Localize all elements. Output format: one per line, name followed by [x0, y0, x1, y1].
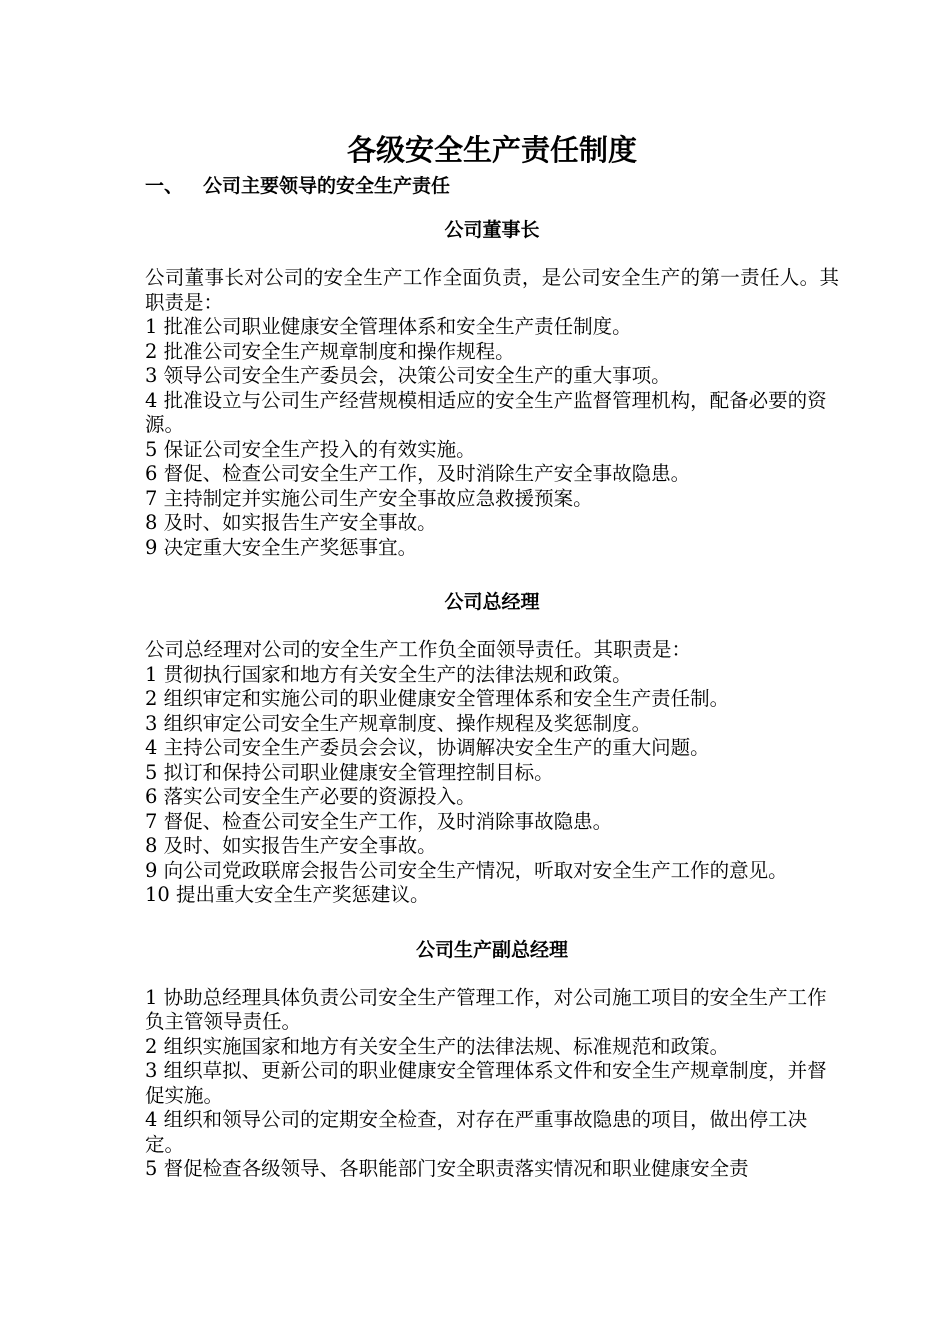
- duty-item: 3 领导公司安全生产委员会，决策公司安全生产的重大事项。: [145, 364, 671, 387]
- section-heading: [145, 172, 839, 200]
- section-number: 一、: [145, 175, 184, 197]
- duty-item: 8 及时、如实报告生产安全事故。: [145, 834, 437, 857]
- duty-item: 3 组织审定公司安全生产规章制度、操作规程及奖惩制度。: [145, 711, 652, 735]
- duty-item: 2 批准公司安全生产规章制度和操作规程。: [145, 339, 515, 363]
- role-block-chairman: [145, 216, 839, 560]
- section-title: 公司主要领导的安全生产责任: [203, 175, 451, 197]
- duty-item: 7 主持制定并实施公司生产安全事故应急救援预案。: [145, 486, 593, 510]
- duty-list-chairman: [145, 315, 839, 560]
- duty-item: 6 落实公司安全生产必要的资源投入。: [145, 785, 476, 808]
- role-heading-general-manager: 公司总经理: [444, 591, 540, 613]
- duty-list-deputy-gm: [145, 986, 839, 1182]
- duty-item: 6 督促、检查公司安全生产工作，及时消除生产安全事故隐患。: [145, 462, 691, 485]
- duty-item: 10 提出重大安全生产奖惩建议。: [145, 883, 430, 906]
- duty-item: 5 督促检查各级领导、各职能部门安全职责落实情况和职业健康安全责: [145, 1157, 749, 1180]
- duty-item: 8 及时、如实报告生产安全事故。: [145, 511, 437, 534]
- duty-item: 4 组织和领导公司的定期安全检查，对存在严重事故隐患的项目，做出停工决定。: [145, 1108, 808, 1156]
- role-heading-deputy-gm: 公司生产副总经理: [415, 938, 568, 961]
- duty-item: 2 组织实施国家和地方有关安全生产的法律法规、标准规范和政策。: [145, 1034, 730, 1058]
- duty-item: 1 协助总经理具体负责公司安全生产管理工作，对公司施工项目的安全生产工作负主管领导责任。: [145, 985, 827, 1033]
- document-page: [145, 130, 839, 1210]
- duty-item: 3 组织草拟、更新公司的职业健康安全管理体系文件和安全生产规章制度，并督促实施。: [145, 1059, 827, 1107]
- duty-item: 4 批准设立与公司生产经营规模相适应的安全生产监督管理机构，配备必要的资源。: [145, 388, 827, 436]
- role-block-deputy-gm: [145, 936, 839, 1182]
- duty-item: 5 保证公司安全生产投入的有效实施。: [145, 437, 476, 461]
- duty-item: 9 向公司党政联席会报告公司安全生产情况，听取对安全生产工作的意见。: [145, 858, 788, 882]
- duty-item: 9 决定重大安全生产奖惩事宜。: [145, 535, 418, 559]
- duty-item: 5 拟订和保持公司职业健康安全管理控制目标。: [145, 760, 554, 784]
- duty-item: 1 贯彻执行国家和地方有关安全生产的法律法规和政策。: [145, 662, 632, 686]
- role-intro-general-manager: 公司总经理对公司的安全生产工作负全面领导责任。其职责是：: [145, 638, 692, 661]
- role-heading-chairman: 公司董事长: [444, 219, 540, 241]
- role-block-general-manager: [145, 588, 839, 908]
- duty-item: 2 组织审定和实施公司的职业健康安全管理体系和安全生产责任制。: [145, 687, 730, 710]
- document-title: 各级安全生产责任制度: [346, 133, 637, 167]
- duty-list-general-manager: [145, 663, 839, 908]
- duty-item: 1 批准公司职业健康安全管理体系和安全生产责任制度。: [145, 315, 632, 338]
- duty-item: 7 督促、检查公司安全生产工作，及时消除事故隐患。: [145, 809, 613, 833]
- role-intro-chairman: 公司董事长对公司的安全生产工作全面负责，是公司安全生产的第一责任人。其职责是：: [145, 266, 839, 314]
- duty-item: 4 主持公司安全生产委员会会议，协调解决安全生产的重大问题。: [145, 736, 710, 759]
